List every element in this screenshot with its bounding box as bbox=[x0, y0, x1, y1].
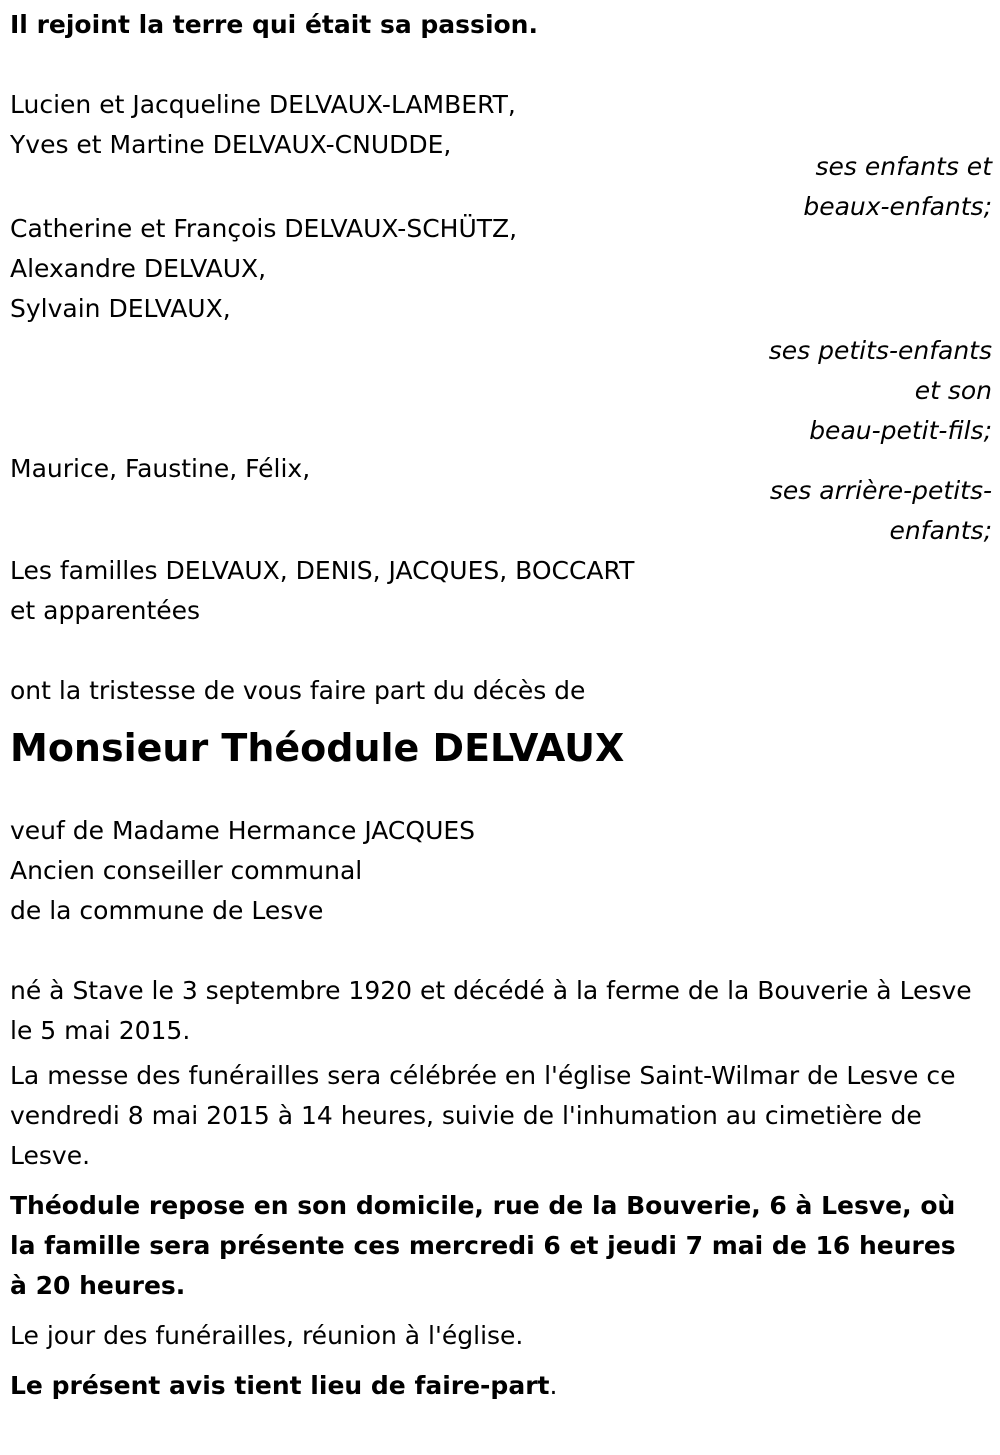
closing-line bbox=[10, 1366, 980, 1406]
grandchildren-section bbox=[10, 209, 992, 451]
great-grandchildren-section bbox=[10, 449, 992, 551]
grandchildren-role: ses petits-enfants bbox=[768, 336, 992, 365]
deceased-name: Monsieur Théodule DELVAUX bbox=[10, 726, 625, 770]
child-name: Lucien et Jacqueline DELVAUX-LAMBERT, bbox=[10, 90, 516, 119]
intro-text: Il rejoint la terre qui était sa passion. bbox=[10, 10, 538, 39]
obituary-notice bbox=[10, 5, 992, 1406]
families-line: et apparentées bbox=[10, 596, 201, 625]
children-section bbox=[10, 85, 992, 227]
visitation-text: Théodule repose en son domicile, rue de la Bouverie, 6 à Lesve, où la famille sera présente ces mercredi 6 et jeudi 7 mai de 16 heures à 20 heures. bbox=[10, 1191, 956, 1300]
children-role: ses enfants et bbox=[815, 152, 992, 181]
detail-line: de la commune de Lesve bbox=[10, 896, 324, 925]
meeting-text: Le jour des funérailles, réunion à l'église. bbox=[10, 1321, 524, 1350]
families-section bbox=[10, 551, 992, 631]
grandchildren-role: beau-petit-fils; bbox=[809, 416, 992, 445]
detail-line: veuf de Madame Hermance JACQUES bbox=[10, 816, 476, 845]
birth-death-text: né à Stave le 3 septembre 1920 et décédé à la ferme de la Bouverie à Lesve le 5 mai 2015. bbox=[10, 976, 972, 1045]
grandchild-name: Alexandre DELVAUX, bbox=[10, 254, 267, 283]
child-name: Yves et Martine DELVAUX-CNUDDE, bbox=[10, 130, 452, 159]
closing-bold-text: Le présent avis tient lieu de faire-part bbox=[10, 1371, 550, 1400]
grandchild-name: Sylvain DELVAUX, bbox=[10, 294, 231, 323]
families-line: Les familles DELVAUX, DENIS, JACQUES, BOCCART bbox=[10, 556, 635, 585]
children-role: beaux-enfants; bbox=[803, 192, 992, 221]
great-grandchildren-role: enfants; bbox=[889, 516, 992, 545]
great-grandchild-names: Maurice, Faustine, Félix, bbox=[10, 454, 311, 483]
funeral-text: La messe des funérailles sera célébrée en l'église Saint-Wilmar de Lesve ce vendredi 8 mai 2015 à 14 heures, suivie de l'inhumation au cimetière de Lesve. bbox=[10, 1061, 956, 1170]
grandchild-name: Catherine et François DELVAUX-SCHÜTZ, bbox=[10, 214, 518, 243]
deceased-details bbox=[10, 811, 992, 931]
great-grandchildren-role: ses arrière-petits- bbox=[769, 476, 992, 505]
announcement-text: ont la tristesse de vous faire part du décès de bbox=[10, 676, 586, 705]
grandchildren-role: et son bbox=[914, 376, 992, 405]
detail-line: Ancien conseiller communal bbox=[10, 856, 363, 885]
closing-period: . bbox=[549, 1371, 558, 1400]
